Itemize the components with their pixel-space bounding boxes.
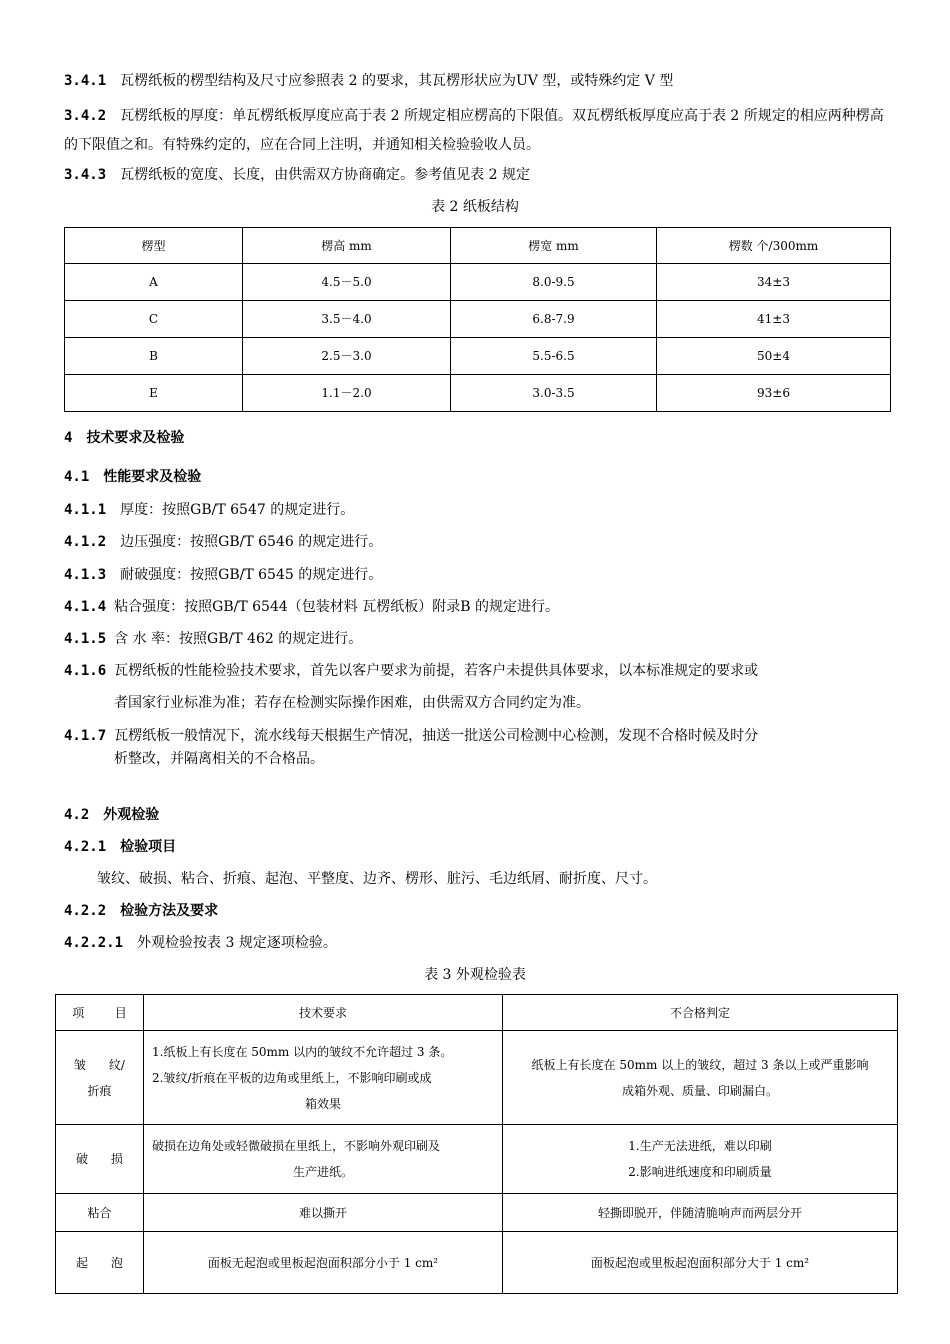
clause-number: 4.1.3 [64,567,107,583]
table-row [65,338,891,375]
cell-line: 折痕 [87,1083,112,1098]
table-row [65,375,891,412]
header-cell: 技术要求 [144,995,503,1031]
clause-4-1-6-line2: 者国家行业标准为准；若存在检测实际操作困难，由供需双方合同约定为准。 [114,695,590,711]
clause-4-1-2 [64,531,890,553]
header-cell: 楞高 mm [243,228,451,264]
cell-line: 1.纸板上有长度在 50mm 以内的皱纹不允许超过 3 条。 [152,1044,453,1059]
table3-appearance-inspection [55,994,898,1294]
table-cell: B [65,338,243,375]
section-4-2-2-heading [64,900,890,922]
clause-number: 4.1.5 [64,631,107,647]
clause-number: 4.1.2 [64,534,107,550]
section-title: 外观检验 [103,807,160,823]
clause-number: 3.4.3 [64,167,107,183]
clause-4-1-1 [64,499,890,521]
clause-4-1-6-line1 [64,660,890,682]
clause-number: 4.2.2.1 [64,935,124,951]
table-cell: 8.0-9.5 [451,264,657,301]
section-4-heading [64,427,890,449]
clause-3-4-3 [64,164,890,186]
clause-text: 耐破强度：按照GB/T 6545 的规定进行。 [120,567,383,583]
clause-text: 瓦楞纸板一般情况下，流水线每天根据生产情况，抽送一批送公司检测中心检测，发现不合格时候及时分 [114,728,759,744]
section-title: 性能要求及检验 [103,469,202,485]
table-header-row [65,228,891,264]
fail-criteria-cell: 轻撕即脱开，伴随清脆响声而两层分开 [503,1194,898,1232]
table-cell: C [65,301,243,338]
requirement-cell: 面板无起泡或里板起泡面积部分小于 1 cm² [144,1232,503,1294]
header-cell: 不合格判定 [503,995,898,1031]
section-number: 4.2.1 [64,839,107,855]
clause-4-1-4 [64,596,890,618]
table-cell: 2.5－3.0 [243,338,451,375]
table-cell: 50±4 [657,338,891,375]
clause-4-1-5 [64,628,890,650]
table-row [56,1194,898,1232]
clause-text: 外观检验按表 3 规定逐项检验。 [137,935,337,951]
section-4-1-heading [64,466,890,488]
clause-text: 含 水 率：按照GB/T 462 的规定进行。 [114,631,363,647]
table-cell: 5.5-6.5 [451,338,657,375]
cell-line: 2.影响进纸速度和印刷质量 [628,1165,772,1179]
clause-number: 4.1.6 [64,663,107,679]
header-cell: 楞宽 mm [451,228,657,264]
section-title: 检验方法及要求 [120,903,219,919]
cell-line: 破损在边角处或轻微破损在里纸上，不影响外观印刷及 [152,1139,441,1153]
clause-text: 瓦楞纸板的性能检验技术要求，首先以客户要求为前提，若客户未提供具体要求，以本标准规定的要求或 [114,663,759,679]
clause-text: 粘合强度：按照GB/T 6544（包装材料 瓦楞纸板）附录B 的规定进行。 [114,599,559,615]
table-cell: 4.5－5.0 [243,264,451,301]
header-cell: 项 目 [56,995,144,1031]
cell-line: 2.皱纹/折痕在平板的边角或里纸上，不影响印刷或成 [152,1070,432,1085]
fail-criteria-cell: 面板起泡或里板起泡面积部分大于 1 cm² [503,1232,898,1294]
section-number: 4.1 [64,469,90,485]
table-cell: 34±3 [657,264,891,301]
table-row [65,264,891,301]
section-title: 技术要求及检验 [86,430,185,446]
cell-line: 1.生产无法进纸，难以印刷 [628,1139,772,1153]
cell-line: 箱效果 [304,1096,341,1111]
clause-4-1-7-line1 [64,725,890,747]
table-cell: E [65,375,243,412]
clause-number: 3.4.1 [64,73,107,89]
table2-flute-structure [64,227,891,412]
cell-line: 纸板上有长度在 50mm 以上的皱纹，超过 3 条以上或严重影响 [531,1057,869,1072]
requirement-cell [144,1125,503,1194]
clause-text: 瓦楞纸板的宽度、长度，由供需双方协商确定。参考值见表 2 规定 [120,167,530,183]
table-cell: A [65,264,243,301]
clause-3-4-2 [64,102,890,160]
table-cell: 1.1－2.0 [243,375,451,412]
table-row [65,301,891,338]
clause-text: 瓦楞纸板的厚度：单瓦楞纸板厚度应高于表 2 所规定相应楞高的下限值。双瓦楞纸板厚度应高于表 2 所规定的相应两种楞高的下限值之和。有特殊约定的，应在合同上注明，并通知相关检验验收人员。 [64,108,884,153]
cell-line: 成箱外观、质量、印刷漏白。 [621,1083,778,1098]
table3-caption: 表 3 外观检验表 [424,967,526,983]
table-cell: 41±3 [657,301,891,338]
clause-4-2-2-1 [64,932,890,954]
section-number: 4.2.2 [64,903,107,919]
clause-text: 瓦楞纸板的楞型结构及尺寸应参照表 2 的要求，其瓦楞形状应为UV 型，或特殊约定 V 型 [120,73,674,89]
fail-criteria-cell [503,1125,898,1194]
fail-criteria-cell [503,1031,898,1125]
table-header-row [56,995,898,1031]
clause-number: 3.4.2 [64,108,107,124]
table-cell: 3.0-3.5 [451,375,657,412]
cell-line: 生产进纸。 [292,1165,353,1179]
section-title: 检验项目 [120,839,177,855]
item-cell: 粘合 [56,1194,144,1232]
item-cell: 起 泡 [56,1232,144,1294]
item-cell: 破 损 [56,1125,144,1194]
header-cell: 楞型 [65,228,243,264]
table-cell: 6.8-7.9 [451,301,657,338]
clause-number: 4.1.4 [64,599,107,615]
requirement-cell [144,1031,503,1125]
section-4-2-heading [64,804,890,826]
cell-line: 皱 纹/ [74,1057,125,1072]
inspection-items-text: 皱纹、破损、粘合、折痕、起泡、平整度、边齐、楞形、脏污、毛边纸屑、耐折度、尺寸。 [97,871,657,887]
table2-caption: 表 2 纸板结构 [431,199,519,215]
clause-3-4-1 [64,70,890,92]
clause-4-1-7-line2: 析整改，并隔离相关的不合格品。 [114,751,324,767]
table-cell: 93±6 [657,375,891,412]
item-cell [56,1031,144,1125]
table-row [56,1232,898,1294]
header-cell: 楞数 个/300mm [657,228,891,264]
table-row [56,1031,898,1125]
clause-text: 厚度：按照GB/T 6547 的规定进行。 [120,502,355,518]
section-number: 4.2 [64,807,90,823]
table-cell: 3.5－4.0 [243,301,451,338]
requirement-cell: 难以撕开 [144,1194,503,1232]
clause-number: 4.1.7 [64,728,107,744]
section-number: 4 [64,430,73,446]
clause-text: 边压强度：按照GB/T 6546 的规定进行。 [120,534,383,550]
clause-4-1-3 [64,564,890,586]
clause-number: 4.1.1 [64,502,107,518]
section-4-2-1-heading [64,836,890,858]
table-row [56,1125,898,1194]
